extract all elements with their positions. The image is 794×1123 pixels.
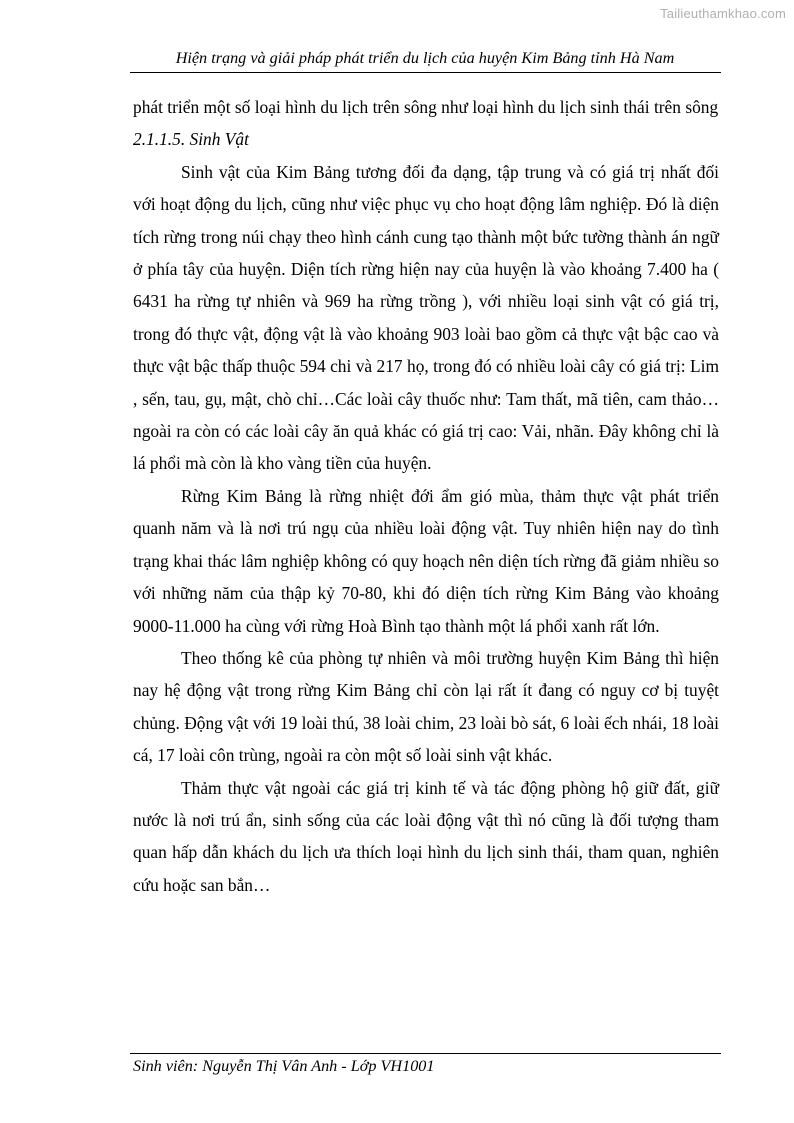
page-header: Hiện trạng và giải pháp phát triển du lịch của huyện Kim Bảng tỉnh Hà Nam [175,49,675,67]
section-title: 2.1.1.5. Sinh Vật [133,129,249,150]
body-paragraph: Rừng Kim Bảng là rừng nhiệt đới ẩm gió mùa, thảm thực vật phát triển quanh năm và là nơi trú ngụ của nhiều loài động vật. Tuy nhiên hiện nay do tình trạng khai thác lâm nghiệp không có quy hoạch nên diện tích rừng đã giảm nhiều so với những năm của thập kỷ 70-80, khi đó diện tích rừng Kim Bảng vào khoảng 9000-11.000 ha cùng với rừng Hoà Bình tạo thành một lá phổi xanh rất lớn. [133,485,719,636]
document-body [133,91,719,901]
continuation-paragraph: phát triển một số loại hình du lịch trên sông như loại hình du lịch sinh thái trên sông [133,97,719,117]
body-paragraph: Thảm thực vật ngoài các giá trị kinh tế và tác động phòng hộ giữ đất, giữ nước là nơi trú ẩn, sinh sống của các loài động vật thì nó cũng là đối tượng tham quan hấp dẫn khách du lịch ưa thích loại hình du lịch sinh thái, tham quan, nghiên cứu hoặc san bắn… [133,777,719,895]
footer-divider [130,1053,721,1054]
body-paragraph: Theo thống kê của phòng tự nhiên và môi trường huyện Kim Bảng thì hiện nay hệ động vật trong rừng Kim Bảng chỉ còn lại rất ít đang có nguy cơ bị tuyệt chủng. Động vật với 19 loài thú, 38 loài chim, 23 loài bò sát, 6 loài ếch nhái, 18 loài cá, 17 loài côn trùng, ngoài ra còn một số loài sinh vật khác. [133,647,719,766]
header-divider [130,72,721,73]
page-footer: Sinh viên: Nguyễn Thị Vân Anh - Lớp VH1001 [133,1057,435,1075]
watermark: Tailieuthamkhao.com [660,6,786,21]
body-paragraph: Sinh vật của Kim Bảng tương đối đa dạng, tập trung và có giá trị nhất đối với hoạt động du lịch, cũng như việc phục vụ cho hoạt động lâm nghiệp. Đó là diện tích rừng trong núi chạy theo hình cánh cung tạo thành một bức tường thành án ngữ ở phía tây của huyện. Diện tích rừng hiện nay của huyện là vào khoảng 7.400 ha ( 6431 ha rừng tự nhiên và 969 ha rừng trồng ), với nhiều loại sinh vật có giá trị, trong đó thực vật, động vật là vào khoảng 903 loài bao gồm cả thực vật bậc cao và thực vật bậc thấp thuộc 594 chi và 217 họ, trong đó có nhiều loài cây có giá trị: Lim , sến, tau, gụ, mật, chò chỉ…Các loài cây thuốc như: Tam thất, mã tiên, cam thảo…ngoài ra còn có các loài cây ăn quả khác có giá trị cao: Vải, nhãn. Đây không chỉ là lá phổi mà còn là kho vàng tiền của huyện. [133,161,719,474]
